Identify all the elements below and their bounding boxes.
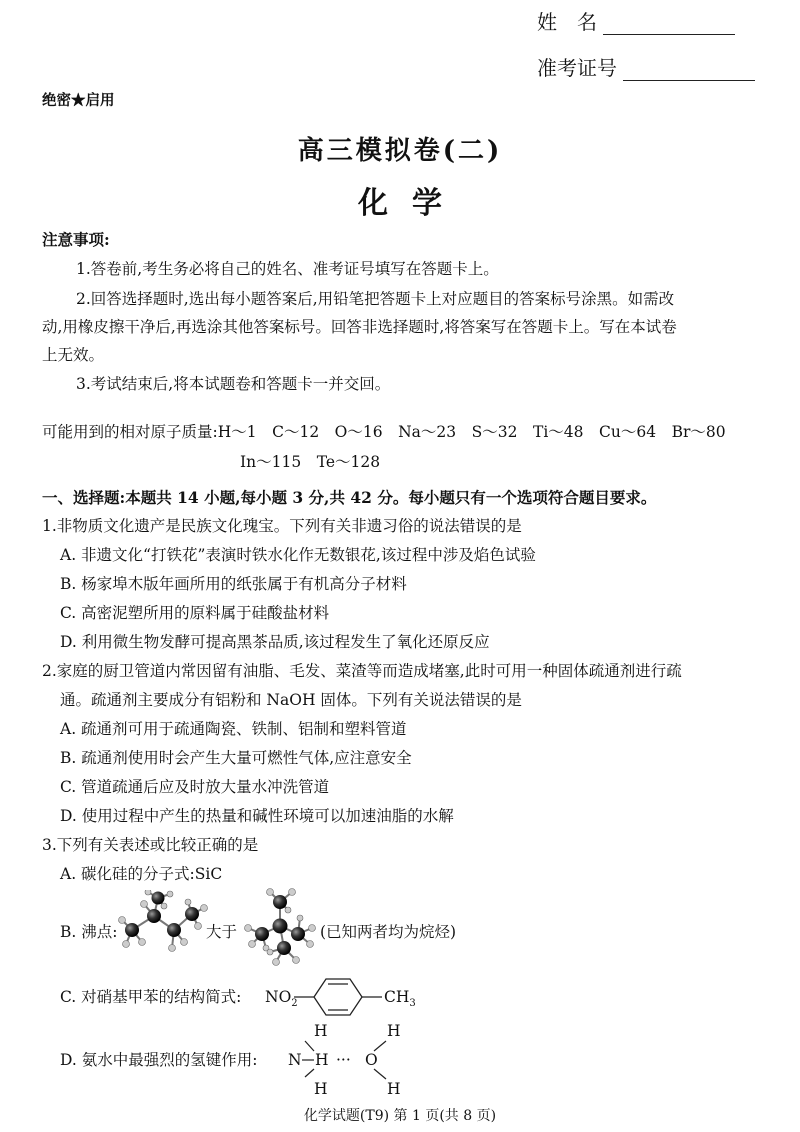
notice-item-2: 2.回答选择题时,选出每小题答案后,用铅笔把答题卡上对应题目的答案标号涂黑。如需改 <box>76 290 675 308</box>
q3-d-bonds <box>290 1035 410 1087</box>
q3-option-d-prefix: D. 氨水中最强烈的氢键作用: <box>60 1051 258 1069</box>
page-footer: 化学试题(T9) 第 1 页(共 8 页) <box>303 1108 497 1124</box>
exam-id-label: 准考证号 <box>537 56 617 80</box>
benzene-ring-icon <box>292 975 392 1019</box>
notice-item-2-end: 上无效。 <box>42 346 105 364</box>
q3-d-n-atom: N <box>288 1051 302 1069</box>
atomic-mass-line-1: 可能用到的相对原子质量:H～1 C～12 O～16 Na～23 S～32 Ti～48 Cu～64 Br～80 <box>42 423 726 441</box>
q3-option-c-prefix: C. 对硝基甲苯的结构简式: <box>60 988 242 1006</box>
q3-option-b-middle: 大于 <box>206 923 238 941</box>
q3-d-h-bottom-left: H <box>314 1080 328 1098</box>
notice-item-3: 3.考试结束后,将本试题卷和答题卡一并交回。 <box>76 375 391 393</box>
exam-id-field[interactable] <box>537 52 755 81</box>
q3-d-o-atom: O <box>365 1051 378 1069</box>
page-title: 高三模拟卷(二) <box>297 136 503 166</box>
q3-d-hbond-dots: ··· <box>336 1051 351 1069</box>
q3-c-no-label: NO <box>265 988 292 1006</box>
q2-option-a: A. 疏通剂可用于疏通陶瓷、铁制、铝制和塑料管道 <box>60 720 407 738</box>
notice-item-1: 1.答卷前,考生务必将自己的姓名、准考证号填写在答题卡上。 <box>76 260 499 278</box>
molecule-1-icon <box>118 890 208 960</box>
q2-option-c: C. 管道疏通后应及时放大量水冲洗管道 <box>60 778 330 796</box>
q1-option-a: A. 非遗文化“打铁花”表演时铁水化作无数银花,该过程中涉及焰色试验 <box>60 546 536 564</box>
atomic-mass-line-2: In～115 Te～128 <box>240 453 381 471</box>
q1-option-c: C. 高密泥塑所用的原料属于硅酸盐材料 <box>60 604 330 622</box>
name-label: 姓 名 <box>537 10 597 34</box>
q3-c-ch-sub: 3 <box>409 998 416 1010</box>
exam-id-underline <box>623 58 755 81</box>
q3-d-h-top-left: H <box>314 1022 328 1040</box>
q3-c-ch-label: CH <box>384 988 410 1006</box>
q3-option-b-suffix: (已知两者均为烷烃) <box>320 923 457 941</box>
secret-mark: 绝密★启用 <box>42 92 115 109</box>
q3-c-right-group <box>384 986 416 1015</box>
q1-option-b: B. 杨家埠木版年画所用的纸张属于有机高分子材料 <box>60 575 407 593</box>
q2-stem-1: 2.家庭的厨卫管道内常因留有油脂、毛发、菜渣等而造成堵塞,此时可用一种固体疏通剂进行疏 <box>42 662 682 680</box>
notice-item-2-cont: 动,用橡皮擦干净后,再选涂其他答案标号。回答非选择题时,将答案写在答题卡上。写在本试卷 <box>42 318 677 336</box>
q3-stem: 3.下列有关表述或比较正确的是 <box>42 836 259 854</box>
q3-option-b-prefix: B. 沸点: <box>60 923 118 941</box>
subject-title: 化学 <box>358 186 466 221</box>
q2-stem-2: 通。疏通剂主要成分有铝粉和 NaOH 固体。下列有关说法错误的是 <box>60 691 522 709</box>
q3-d-h-top-right: H <box>387 1022 401 1040</box>
q3-c-no-sub: 2 <box>291 998 298 1010</box>
section-heading: 一、选择题:本题共 14 小题,每小题 3 分,共 42 分。每小题只有一个选项符合题目要求。 <box>42 488 657 507</box>
q2-option-b: B. 疏通剂使用时会产生大量可燃性气体,应注意安全 <box>60 749 412 767</box>
q3-d-h-middle: H <box>315 1051 329 1069</box>
q3-option-a: A. 碳化硅的分子式:SiC <box>60 865 223 883</box>
notice-heading: 注意事项: <box>42 230 110 249</box>
name-field[interactable] <box>537 6 735 35</box>
q1-option-d: D. 利用微生物发酵可提高黑茶品质,该过程发生了氧化还原反应 <box>60 633 490 651</box>
name-underline <box>603 12 735 35</box>
q1-stem: 1.非物质文化遗产是民族文化瑰宝。下列有关非遗习俗的说法错误的是 <box>42 517 522 535</box>
q3-d-h-bottom-right: H <box>387 1080 401 1098</box>
molecule-2-icon <box>240 886 320 966</box>
q2-option-d: D. 使用过程中产生的热量和碱性环境可以加速油脂的水解 <box>60 807 454 825</box>
